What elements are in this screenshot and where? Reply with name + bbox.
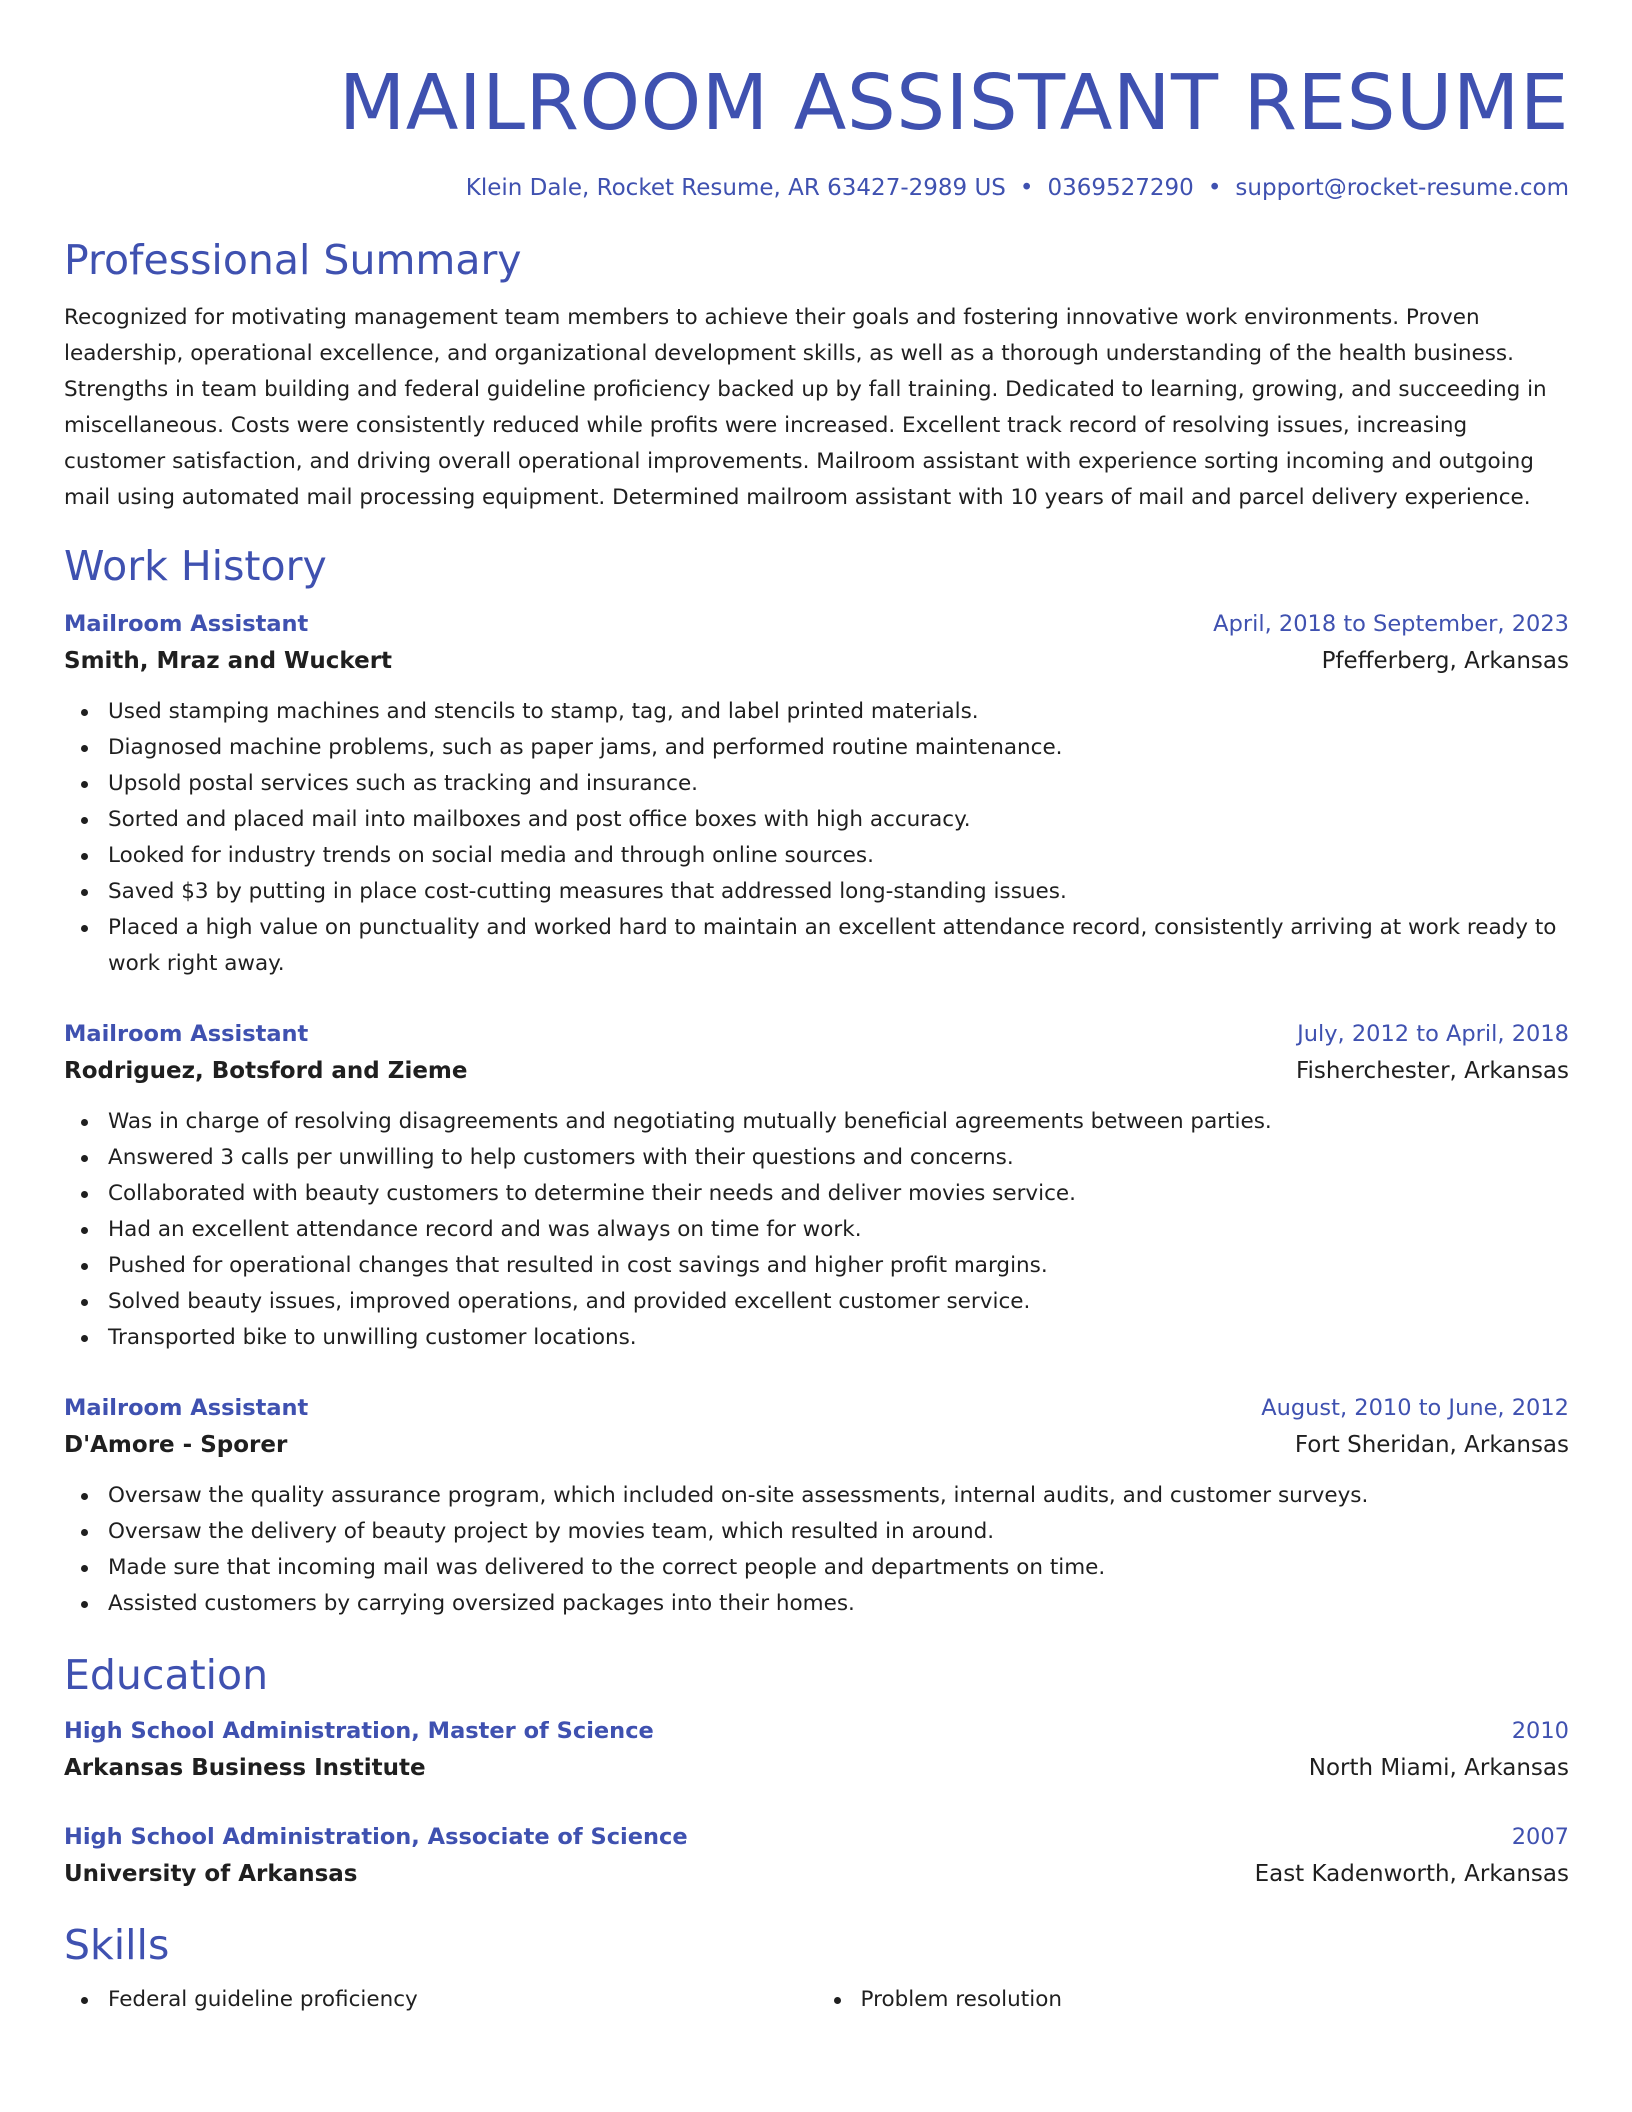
contact-separator: • [1019,175,1034,201]
list-item: Saved $3 by putting in place cost-cutting measures that addressed long-standing issues. [108,874,1569,910]
list-item: Looked for industry trends on social media and through online sources. [108,838,1569,874]
education-school: University of Arkansas [64,1861,358,1887]
education-school-row [64,1855,1569,1893]
job-entry [64,1390,1569,1622]
job-dates: August, 2010 to June, 2012 [1261,1395,1569,1421]
job-title: Mailroom Assistant [64,1021,309,1047]
education-entry [64,1713,1569,1787]
skills-heading: Skills [64,1921,170,1969]
job-company: Smith, Mraz and Wuckert [64,648,393,674]
education-year: 2010 [1511,1718,1569,1744]
summary-heading: Professional Summary [64,236,522,284]
skills-list-right [817,1982,1570,2018]
contact-email: support@rocket-resume.com [1235,175,1569,201]
list-item: Used stamping machines and stencils to stamp, tag, and label printed materials. [108,694,1569,730]
job-bullet-list [64,1478,1569,1622]
education-entry [64,1819,1569,1893]
job-entry [64,1016,1569,1356]
list-item: Answered 3 calls per unwilling to help customers with their questions and concerns. [108,1140,1569,1176]
job-dates: July, 2012 to April, 2018 [1297,1021,1569,1047]
job-title: Mailroom Assistant [64,611,309,637]
education-year: 2007 [1511,1824,1569,1850]
education-location: East Kadenworth, Arkansas [1254,1861,1569,1887]
skills-list-left [64,1982,817,2018]
list-item: Transported bike to unwilling customer locations. [108,1320,1569,1356]
list-item: Assisted customers by carrying oversized packages into their homes. [108,1586,1569,1622]
list-item: Pushed for operational changes that resulted in cost savings and higher profit margins. [108,1248,1569,1284]
education-school: Arkansas Business Institute [64,1755,426,1781]
job-bullet-list [64,1104,1569,1356]
education-location: North Miami, Arkansas [1308,1755,1569,1781]
education-degree-row [64,1713,1569,1749]
job-title-row [64,606,1569,642]
list-item: Oversaw the quality assurance program, which included on-site assessments, internal audits, and customer surveys. [108,1478,1569,1514]
job-location: Fisherchester, Arkansas [1295,1058,1569,1084]
job-company-row [64,1426,1569,1464]
contact-line [64,172,1569,204]
list-item: Problem resolution [861,1982,1570,2018]
education-school-row [64,1749,1569,1787]
job-bullet-list [64,694,1569,982]
list-item: Was in charge of resolving disagreements and negotiating mutually beneficial agreements between parties. [108,1104,1569,1140]
job-company: Rodriguez, Botsford and Zieme [64,1058,468,1084]
job-company: D'Amore - Sporer [64,1432,288,1458]
job-title-row [64,1016,1569,1052]
job-dates: April, 2018 to September, 2023 [1213,611,1569,637]
education-degree: High School Administration, Associate of Science [64,1824,688,1850]
list-item: Placed a high value on punctuality and worked hard to maintain an excellent attendance record, consistently arriving at work ready to work right away. [108,910,1569,982]
list-item: Solved beauty issues, improved operations, and provided excellent customer service. [108,1284,1569,1320]
contact-phone: 0369527290 [1047,175,1194,201]
contact-address: Klein Dale, Rocket Resume, AR 63427-2989 US [465,175,1006,201]
skills-grid [64,1982,1569,2018]
job-entry [64,606,1569,982]
list-item: Diagnosed machine problems, such as paper jams, and performed routine maintenance. [108,730,1569,766]
list-item: Oversaw the delivery of beauty project by movies team, which resulted in around. [108,1514,1569,1550]
education-heading: Education [64,1651,269,1699]
education-degree: High School Administration, Master of Science [64,1718,654,1744]
resume-title: MAILROOM ASSISTANT RESUME [338,59,1569,148]
list-item: Federal guideline proficiency [108,1982,817,2018]
job-location: Fort Sheridan, Arkansas [1294,1432,1569,1458]
job-location: Pfefferberg, Arkansas [1321,648,1569,674]
job-title-row [64,1390,1569,1426]
list-item: Sorted and placed mail into mailboxes and post office boxes with high accuracy. [108,802,1569,838]
job-company-row [64,642,1569,680]
education-degree-row [64,1819,1569,1855]
list-item: Collaborated with beauty customers to determine their needs and deliver movies service. [108,1176,1569,1212]
work-history-heading: Work History [64,542,327,590]
summary-text: Recognized for motivating management team members to achieve their goals and fostering innovative work environments. Proven leadership, operational excellence, and organizational development skills, as well as a thorough understanding of the health business. Strengths in team building and federal guideline proficiency backed up by fall training. Dedicated to learning, growing, and succeeding in miscellaneous. Costs were consistently reduced while profits were increased. Excellent track record of resolving issues, increasing customer satisfaction, and driving overall operational improvements. Mailroom assistant with experience sorting incoming and outgoing mail using automated mail processing equipment. Determined mailroom assistant with 10 years of mail and parcel delivery experience. [64,305,1547,510]
list-item: Upsold postal services such as tracking and insurance. [108,766,1569,802]
contact-separator: • [1207,175,1222,201]
list-item: Had an excellent attendance record and was always on time for work. [108,1212,1569,1248]
job-title: Mailroom Assistant [64,1395,309,1421]
job-company-row [64,1052,1569,1090]
list-item: Made sure that incoming mail was delivered to the correct people and departments on time. [108,1550,1569,1586]
